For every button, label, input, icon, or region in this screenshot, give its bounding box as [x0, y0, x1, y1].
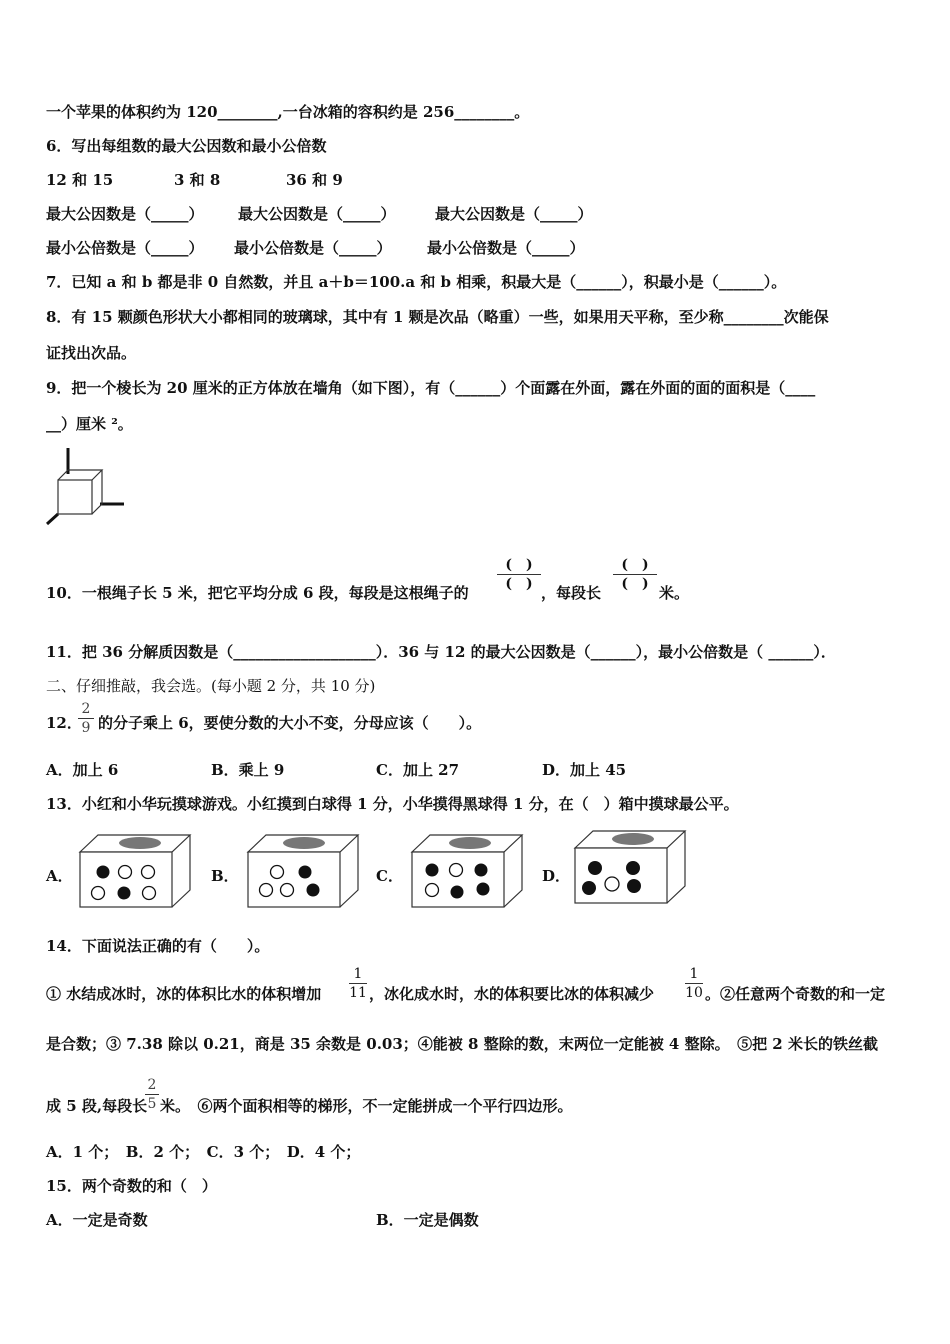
q9-line1: 9．把一个棱长为 20 厘米的正方体放在墙角（如下图），有（______）个面露在外面，露在外面的面的面积是（____	[46, 379, 816, 397]
q12-text: 的分子乘上 6，要使分数的大小不变，分母应该（ ）。	[98, 714, 482, 732]
q7-text: 7．已知 a 和 b 都是非 0 自然数，并且 a＋b＝100.a 和 b 相乘，积最大是（______），积最小是（______）。	[46, 273, 787, 291]
q10-fraction-1[interactable]	[497, 557, 541, 592]
q6-gcd-2[interactable]: 最大公因数是（_____）	[238, 205, 396, 223]
q13-option-a-label[interactable]: A．	[46, 867, 73, 885]
q6-pair-1: 12 和 15	[46, 171, 114, 189]
section-2-heading: 二、仔细推敲，我会选。(每小题 2 分，共 10 分)	[46, 677, 376, 695]
q14-line1-c: 。②任意两个奇数的和一定	[705, 985, 886, 1003]
q14-title: 14．下面说法正确的有（ ）。	[46, 937, 270, 955]
q14-fraction-3	[145, 1077, 159, 1112]
q12-frac-num: 2	[81, 701, 91, 717]
q14-f1-num: 1	[353, 966, 363, 982]
q13-text: 13．小红和小华玩摸球游戏。小红摸到白球得 1 分，小华摸得黑球得 1 分，在（ ）箱中摸球最公平。	[46, 795, 739, 813]
q15-option-a[interactable]: A．一定是奇数	[46, 1211, 148, 1229]
q11-text: 11．把 36 分解质因数是（___________________）．36 与 12 的最大公因数是（______），最小公倍数是（ ______）．	[46, 643, 836, 661]
q14-f1-den: 11	[349, 985, 367, 1001]
box-c[interactable]	[410, 832, 526, 910]
q6-gcd-1[interactable]: 最大公因数是（_____）	[46, 205, 204, 223]
q6-pair-2: 3 和 8	[174, 171, 221, 189]
q6-lcm-3[interactable]: 最小公倍数是（_____）	[427, 239, 585, 257]
q12-option-b[interactable]: B．乘上 9	[211, 761, 285, 779]
q12-option-c[interactable]: C．加上 27	[376, 761, 460, 779]
q14-line1-a: ① 水结成冰时，冰的体积比水的体积增加	[46, 985, 322, 1003]
q12-frac-den: 9	[81, 720, 91, 736]
q12-option-d[interactable]: D．加上 45	[542, 761, 627, 779]
cube-in-corner-figure	[44, 446, 128, 528]
q5-continuation: 一个苹果的体积约为 120________,一台冰箱的容积约是 256________。	[46, 103, 530, 121]
q15-option-b[interactable]: B．一定是偶数	[376, 1211, 479, 1229]
q10-f1-den: ( )	[505, 576, 533, 592]
q8-line2: 证找出次品。	[46, 344, 137, 362]
q14-line1-b: ，冰化成水时，水的体积要比冰的体积减少	[369, 985, 655, 1003]
q14-f2-den: 10	[685, 985, 703, 1001]
q14-line2: 是合数；③ 7.38 除以 0.21，商是 35 余数是 0.03；④能被 8 整除的数，末两位一定能被 4 整除。 ⑤把 2 米长的铁丝截	[46, 1035, 878, 1053]
q6-lcm-2[interactable]: 最小公倍数是（_____）	[234, 239, 392, 257]
q8-line1: 8．有 15 颗颜色形状大小都相同的玻璃球，其中有 1 颗是次品（略重）一些，如果用天平称，至少称________次能保	[46, 308, 829, 326]
q10-suffix: 米。	[659, 584, 690, 602]
q14-options[interactable]: A．1 个； B．2 个； C．3 个； D．4 个；	[46, 1143, 361, 1161]
q14-fraction-2	[685, 966, 703, 1001]
q13-option-d-label[interactable]: D．	[542, 867, 571, 885]
q12-fraction	[78, 701, 94, 736]
q10-mid: ，每段长	[541, 584, 602, 602]
q6-title: 6．写出每组数的最大公因数和最小公倍数	[46, 137, 327, 155]
q10-f1-num: ( )	[505, 557, 533, 573]
q6-lcm-1[interactable]: 最小公倍数是（_____）	[46, 239, 204, 257]
box-d[interactable]	[573, 828, 689, 908]
q14-fraction-1	[349, 966, 367, 1001]
q14-line3-a: 成 5 段,每段长	[46, 1097, 148, 1115]
q12-option-a[interactable]: A．加上 6	[46, 761, 119, 779]
q13-option-b-label[interactable]: B．	[211, 867, 239, 885]
q13-option-c-label[interactable]: C．	[376, 867, 403, 885]
q14-line3-b: 米。 ⑥两个面积相等的梯形，不一定能拼成一个平行四边形。	[160, 1097, 573, 1115]
q14-f3-num: 2	[147, 1077, 157, 1093]
q12-number: 12．	[46, 714, 82, 732]
q10-f2-num: ( )	[621, 557, 649, 573]
q14-f2-num: 1	[689, 966, 699, 982]
q10-prefix: 10．一根绳子长 5 米，把它平均分成 6 段，每段是这根绳子的	[46, 584, 469, 602]
q9-line2: __）厘米 ²。	[46, 415, 133, 433]
q14-f3-den: 5	[147, 1096, 157, 1112]
q10-fraction-2[interactable]	[613, 557, 657, 592]
box-a[interactable]	[78, 832, 194, 910]
q10-f2-den: ( )	[621, 576, 649, 592]
q15-title: 15．两个奇数的和（ ）	[46, 1177, 217, 1195]
q6-gcd-3[interactable]: 最大公因数是（_____）	[435, 205, 593, 223]
box-b[interactable]	[246, 832, 362, 910]
q6-pair-3: 36 和 9	[286, 171, 343, 189]
